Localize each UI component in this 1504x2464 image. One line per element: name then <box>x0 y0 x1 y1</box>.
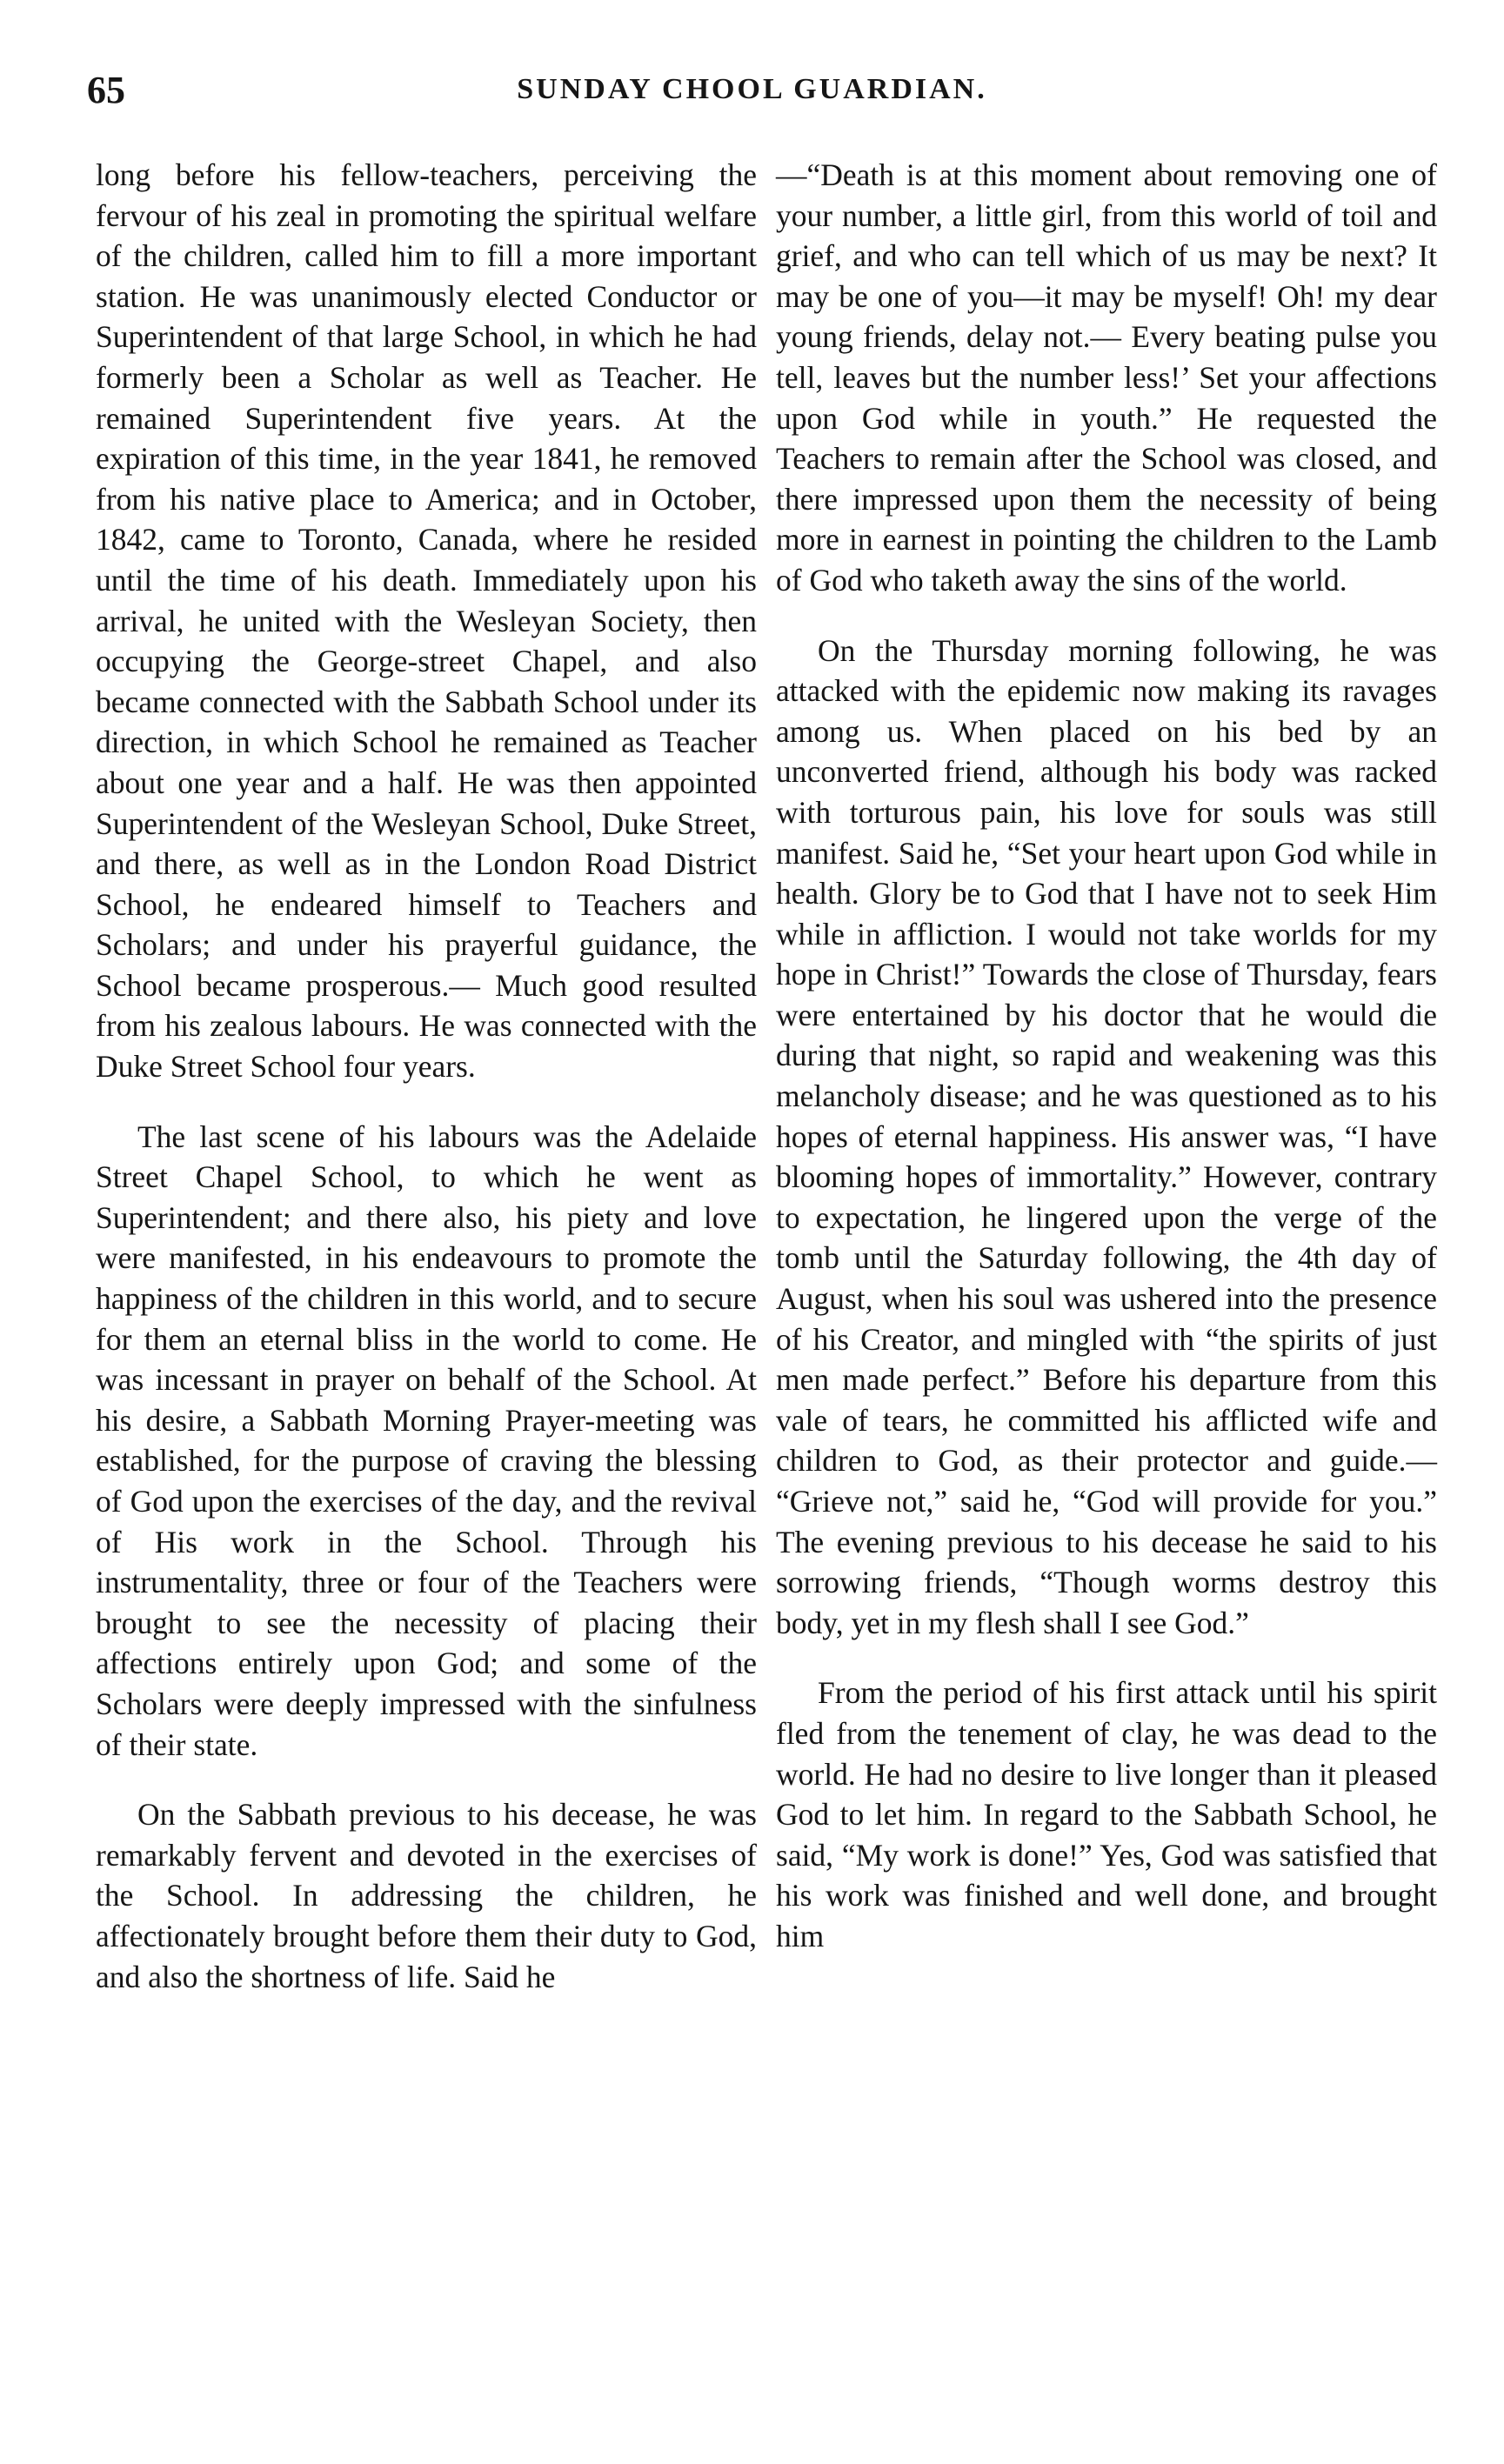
paragraph: From the period of his first attack until his spirit fled from the tenement of clay, he was dead to the world. He had no desire to live longer than it pleased God to let him. In regard to the Sabbath School, he said, “My work is done!” Yes, God was satisfied that his work was finished and well done, and brought him <box>776 1675 1437 1953</box>
paragraph: The last scene of his labours was the Adelaide Street Chapel School, to which he went as Superintendent; and there also, his piety and love were manifested, in his endeavours to promote the happiness of the children in this world, and to secure for them an eternal bliss in the world to come. He was incessant in prayer on behalf of the School. At his desire, a Sabbath Morning Prayer-meeting was established, for the purpose of craving the blessing of God upon the exercises of the day, and the revival of His work in the School. Through his instrumentality, three or four of the Teachers were brought to see the necessity of placing their affections entirely upon God; and some of the Scholars were deeply impressed with the sinfulness of their state. <box>96 1118 757 1762</box>
running-title: SUNDAY CHOOL GUARDIAN. <box>517 73 987 105</box>
left-column <box>96 155 757 2027</box>
page-number: 65 <box>87 69 125 111</box>
page-header <box>0 68 1504 120</box>
paragraph: long before his fellow-teachers, perceiving the fervour of his zeal in promoting the spiritual welfare of the children, called him to fill a more important station. He was unanimously elected Conductor or Superintendent of that large School, in which he had formerly been a Scholar as well as Teacher. He remained Superintendent five years. At the expiration of this time, in the year 1841, he removed from his native place to America; and in October, 1842, came to Toronto, Canada, where he resided until the time of his death. Immediately upon his arrival, he united with the Wesleyan Society, then occupying the George-street Chapel, and also became connected with the Sabbath School under its direction, in which School he remained as Teacher about one year and a half. He was then appointed Superintendent of the Wesleyan School, Duke Street, and there, as well as in the London Road District School, he endeared himself to Teachers and Scholars; and under his prayerful guidance, the School became prosperous.— Much good resulted from his zealous labours. He was connected with the Duke Street School four years. <box>96 157 757 1085</box>
paragraph: —“Death is at this moment about removing one of your number, a little girl, from this world of toil and grief, and who can tell which of us may be next? It may be one of you—it may be myself! Oh! my dear young friends, delay not.— Every beating pulse you tell, leaves but the number less!’ Set your affections upon God while in youth.” He requested the Teachers to remain after the School was closed, and there impressed upon them the necessity of being more in earnest in pointing the children to the Lamb of God who taketh away the sins of the world. <box>776 157 1437 598</box>
paragraph: On the Sabbath previous to his decease, he was remarkably fervent and devoted in the exercises of the School. In addressing the children, he affectionately brought before them their duty to God, and also the shortness of life. Said he <box>96 1797 757 1994</box>
right-column <box>776 155 1437 1987</box>
paragraph: On the Thursday morning following, he was attacked with the epidemic now making its ravages among us. When placed on his bed by an unconverted friend, although his body was racked with torturous pain, his love for souls was still manifest. Said he, “Set your heart upon God while in health. Glory be to God that I have not to seek Him while in affliction. I would not take worlds for my hope in Christ!” Towards the close of Thursday, fears were entertained by his doctor that he would die during that night, so rapid and weakening was this melancholy disease; and he was questioned as to his hopes of eternal happiness. His answer was, “I have blooming hopes of immortality.” However, contrary to expectation, he lingered upon the verge of the tomb until the Saturday following, the 4th day of August, when his soul was ushered into the presence of his Creator, and mingled with “the spirits of just men made perfect.” Before his departure from this vale of tears, he committed his afflicted wife and children to God, as their protector and guide.— “Grieve not,” said he, “God will provide for you.” The evening previous to his decease he said to his sorrowing friends, “Though worms destroy this body, yet in my flesh shall I see God.” <box>776 632 1437 1640</box>
